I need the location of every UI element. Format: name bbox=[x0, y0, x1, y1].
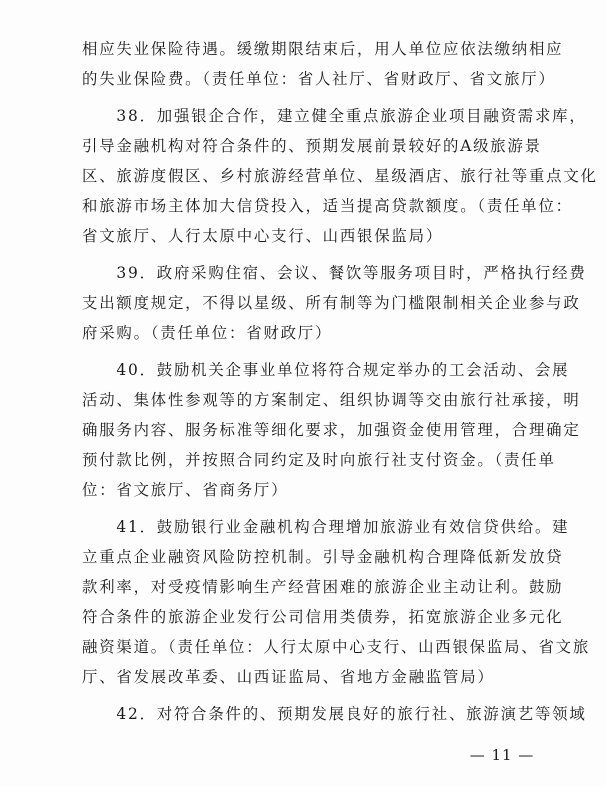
text-line: 39．政府采购住宿、会议、餐饮等服务项目时，严格执行经费 bbox=[82, 264, 587, 282]
text-line: 活动、集体性参观等的方案制定、组织协调等交由旅行社承接，明 bbox=[82, 391, 581, 409]
body-text bbox=[82, 34, 598, 729]
text-line: 预付款比例，并按照合同约定及时向旅行社支付资金。（责任单 bbox=[82, 451, 556, 469]
text-line: 厅、省发展改革委、山西证监局、省地方金融监管局） bbox=[82, 668, 495, 686]
text-line: 立重点企业融资风险防控机制。引导金融机构合理降低新发放贷 bbox=[82, 548, 564, 566]
text-line: 款利率，对受疫情影响生产经营困难的旅游企业主动让利。鼓励 bbox=[82, 578, 564, 596]
text-line: 和旅游市场主体加大信贷投入，适当提高贷款额度。（责任单位： bbox=[82, 197, 573, 215]
text-line: 42．对符合条件的、预期发展良好的旅行社、旅游演艺等领域 bbox=[82, 705, 587, 723]
text-line: 引导金融机构对符合条件的、预期发展前景较好的A级旅游景 bbox=[82, 137, 542, 155]
text-line: 40．鼓励机关企事业单位将符合规定举办的工会活动、会展 bbox=[82, 361, 570, 379]
text-line: 确服务内容、服务标准等细化要求，加强资金使用管理，合理确定 bbox=[82, 421, 581, 439]
text-line: 相应失业保险待遇。缓缴期限结束后，用人单位应依法缴纳相应 bbox=[82, 40, 564, 58]
text-line: 位：省文旅厅、省商务厅） bbox=[82, 481, 289, 499]
text-line: 融资渠道。（责任单位：人行太原中心支行、山西银保监局、省文旅 bbox=[82, 638, 591, 656]
text-line: 区、旅游度假区、乡村旅游经营单位、星级酒店、旅行社等重点文化 bbox=[82, 167, 598, 185]
text-line: 省文旅厅、人行太原中心支行、山西银保监局） bbox=[82, 227, 444, 245]
text-line: 41．鼓励银行业金融机构合理增加旅游业有效信贷供给。建 bbox=[82, 518, 570, 536]
page-number: — 11 — bbox=[469, 746, 535, 764]
text-line: 府采购。（责任单位：省财政厅） bbox=[82, 324, 333, 342]
text-line: 的失业保险费。（责任单位：省人社厅、省财政厅、省文旅厅） bbox=[82, 70, 556, 88]
text-line: 38．加强银企合作，建立健全重点旅游企业项目融资需求库， bbox=[82, 107, 587, 125]
text-line: 符合条件的旅游企业发行公司信用类债券，拓宽旅游企业多元化 bbox=[82, 608, 564, 626]
text-line: 支出额度规定，不得以星级、所有制等为门槛限制相关企业参与政 bbox=[82, 294, 581, 312]
